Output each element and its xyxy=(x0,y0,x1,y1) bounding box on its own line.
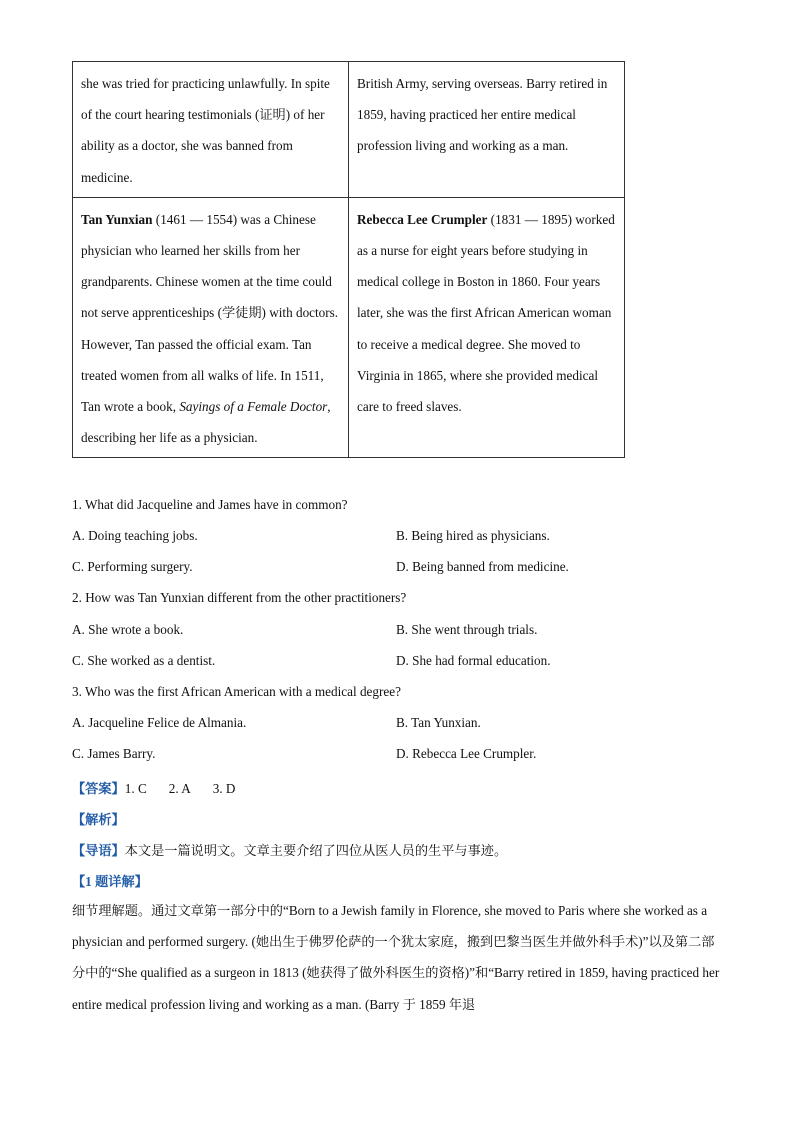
question-3-option-c: C. James Barry. xyxy=(72,746,156,761)
cell-tan-yunxian xyxy=(73,197,349,458)
question-2-option-d: D. She had formal education. xyxy=(396,653,551,668)
answer-label: 【答案】 xyxy=(72,781,125,796)
person-name: Rebecca Lee Crumpler xyxy=(357,211,488,227)
cell-text: (1831 — 1895) worked as a nurse for eight years before studying in medical college in Boston in 1860. Four years later, she was the first African American woman to receive a medical degree. She moved to Virginia in 1865, where she provided medical care to freed slaves. xyxy=(357,211,615,415)
question-3-option-a: A. Jacqueline Felice de Almania. xyxy=(72,715,247,730)
detail-paragraph: 细节理解题。通过文章第一部分中的“Born to a Jewish family in Florence, she moved to Paris where she worked as a physician and performed surgery. (她出生于佛罗伦萨的一个犹太家庭，搬到巴黎当医生并做外科手术)”以及第二部分中的“She qualified as a surgeon in 1813 (她获得了做外科医生的资格)”和“Barry retired in 1859, having practiced her entire medical profession living and working as a man. (Barry 于 1859 年退 xyxy=(72,903,720,1012)
question-2-option-c: C. She worked as a dentist. xyxy=(72,653,216,668)
question-2-option-a: A. She wrote a book. xyxy=(72,622,184,637)
answer-1: 1. C xyxy=(124,781,147,796)
cell-text: , describing her life as a physician. xyxy=(81,399,331,446)
question-2-stem: 2. How was Tan Yunxian different from the other practitioners? xyxy=(72,590,407,605)
detail-label: 【1 题详解】 xyxy=(72,874,148,889)
book-title: Sayings of a Female Doctor xyxy=(179,399,328,415)
guide-line xyxy=(72,840,507,859)
question-1-option-d: D. Being banned from medicine. xyxy=(396,559,569,574)
cell-text: British Army, serving overseas. Barry retired in 1859, having practiced her entire medical profession living and working as a man. xyxy=(357,76,608,154)
person-name: Tan Yunxian xyxy=(81,211,153,227)
question-1-option-c: C. Performing surgery. xyxy=(72,559,193,574)
cell-jacqueline-cont xyxy=(73,62,349,198)
question-3-stem: 3. Who was the first African American with a medical degree? xyxy=(72,684,401,699)
guide-text: 本文是一篇说明文。文章主要介绍了四位从医人员的生平与事迹。 xyxy=(124,843,508,858)
answer-3: 3. D xyxy=(212,781,236,796)
cell-text: she was tried for practicing unlawfully. In spite of the court hearing testimonials (证明) of her ability as a doctor, she was banned from medicine. xyxy=(81,76,330,185)
table-row xyxy=(73,62,625,198)
question-1-option-a: A. Doing teaching jobs. xyxy=(72,528,198,543)
analysis-label: 【解析】 xyxy=(72,812,125,827)
analysis-heading xyxy=(72,809,125,828)
biography-table xyxy=(72,61,625,458)
question-3-option-d: D. Rebecca Lee Crumpler. xyxy=(396,746,537,761)
question-2-option-b: B. She went through trials. xyxy=(396,622,538,637)
question-1-stem: 1. What did Jacqueline and James have in common? xyxy=(72,497,348,512)
guide-label: 【导语】 xyxy=(72,843,125,858)
cell-barry-cont xyxy=(349,62,625,198)
question-3-option-b: B. Tan Yunxian. xyxy=(396,715,481,730)
cell-text: (1461 — 1554) was a Chinese physician who learned her skills from her grandparents. Chinese women at the time could not serve apprenticeships (学徒期) with doctors. However, Tan passed the official exam. Tan treated women from all walks of life. In 1511, Tan wrote a book, xyxy=(81,211,339,415)
detail-heading xyxy=(72,871,148,890)
cell-rebecca-crumpler xyxy=(349,197,625,458)
answer-line xyxy=(72,778,235,797)
question-1-option-b: B. Being hired as physicians. xyxy=(396,528,550,543)
table-row xyxy=(73,197,625,458)
answer-2: 2. A xyxy=(168,781,191,796)
